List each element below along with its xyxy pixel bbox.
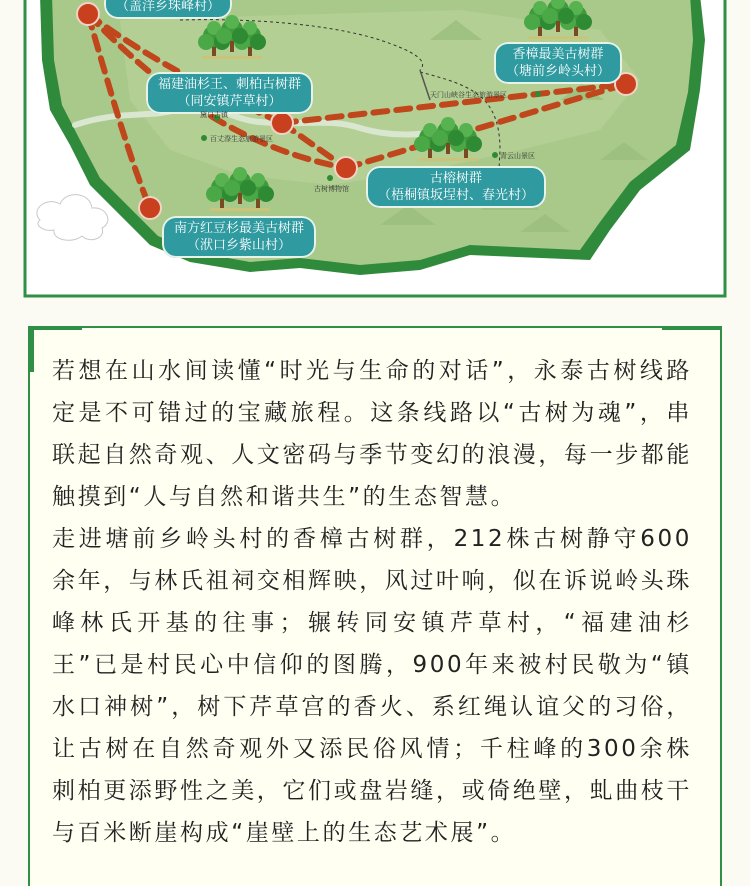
place-camphor-location: （塘前乡岭头村）	[506, 64, 611, 79]
tag-gushu: 古树博物馆	[314, 185, 349, 193]
route-map	[0, 0, 750, 300]
place-label-fujian[interactable]	[146, 72, 313, 114]
place-fujian-location: （同安镇芹草村）	[177, 94, 282, 109]
marker-zhufeng[interactable]	[77, 3, 99, 25]
place-banyan-location: （梧桐镇坂埕村、春光村）	[378, 188, 535, 203]
tag-tianmen: 天门山峡谷生态旅游景区	[430, 91, 507, 99]
place-label-yew[interactable]	[162, 216, 316, 258]
marker-banyan[interactable]	[335, 157, 357, 179]
place-banyan-name: 古榕树群	[430, 171, 483, 186]
map-graphic	[0, 0, 750, 300]
tag-yunkou: 黛口古镇	[200, 111, 228, 119]
tag-baizhang: 百丈漈生态旅游景区	[210, 135, 273, 143]
tag-qingyun: 青云山景区	[500, 152, 535, 160]
marker-qincao[interactable]	[271, 112, 293, 134]
article-paragraph-2: 走进塘前乡岭头村的香樟古树群，212株古树静守600余年，与林氏祖祠交相辉映，风过叶响，似在诉说岭头珠峰林氏开基的往事；辗转同安镇芹草村，“福建油杉王”已是村民心中信仰的图腾，900年来被村民敬为“镇水口神树”，树下芹草宫的香火、系红绳认谊父的习俗，让古树在自然奇观外又添民俗风情；千柱峰的300余株刺柏更添野性之美，它们或盘岩缝，或倚绝壁，虬曲枝干与百米断崖构成“崖壁上的生态艺术展”。	[52, 526, 692, 846]
frame-corner-left	[28, 326, 82, 372]
frame-corner-right	[662, 326, 722, 330]
place-label-zhufeng[interactable]	[104, 0, 232, 19]
marker-zishan[interactable]	[139, 197, 161, 219]
place-yew-name: 南方红豆杉最美古树群	[174, 221, 305, 236]
article-box	[28, 326, 722, 886]
place-label-camphor[interactable]	[494, 42, 622, 84]
place-fujian-name: 福建油杉王、刺柏古树群	[158, 77, 302, 92]
article-paragraph-1: 若想在山水间读懂“时光与生命的对话”，永泰古树线路定是不可错过的宝藏旅程。这条线路以“古树为魂”，串联起自然奇观、人文密码与季节变幻的浪漫，每一步都能触摸到“人与自然和谐共生”的生态智慧。	[52, 358, 692, 510]
place-camphor-name: 香樟最美古树群	[512, 47, 604, 62]
place-label-banyan[interactable]	[366, 166, 546, 208]
place-yew-location: （洑口乡紫山村）	[187, 238, 292, 253]
place-zhufeng-line: （盖洋乡珠峰村）	[116, 0, 221, 14]
